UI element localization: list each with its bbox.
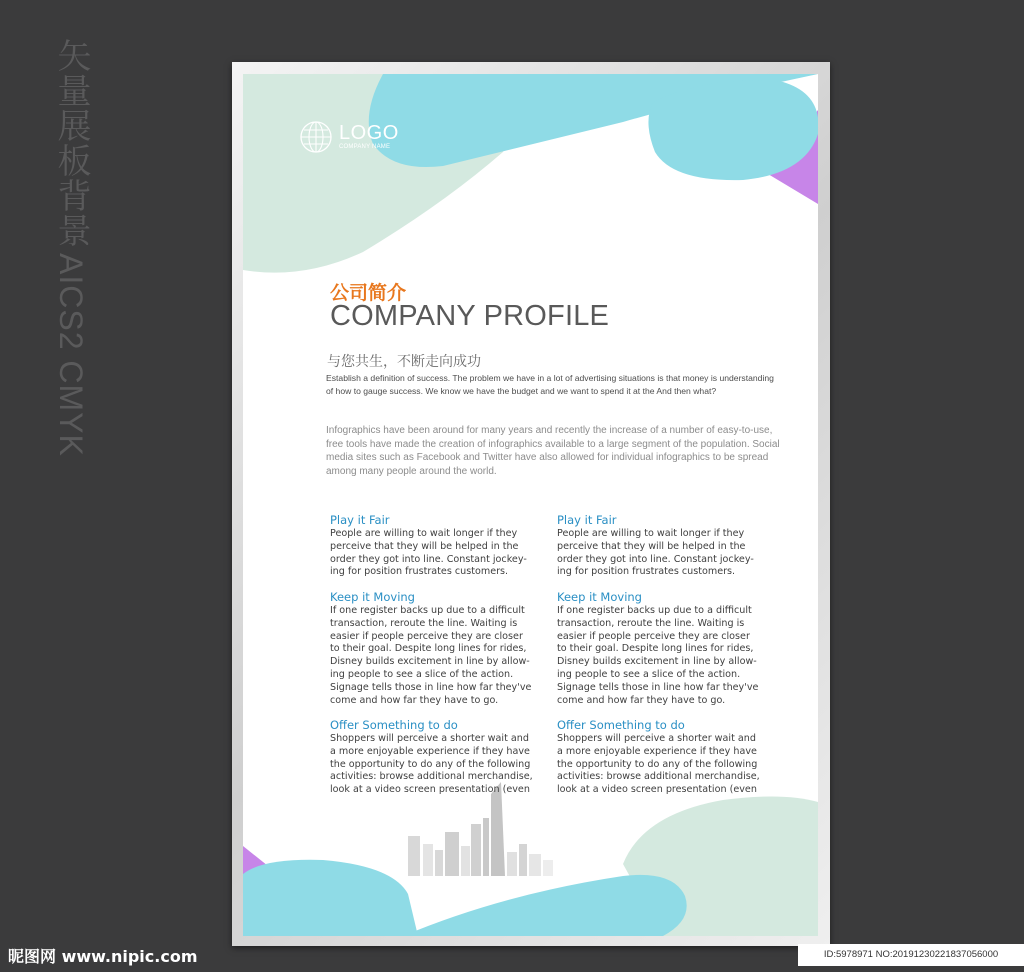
poster-frame: [232, 62, 830, 946]
section: [557, 512, 772, 579]
section-title: Play it Fair: [557, 513, 617, 527]
title-english: COMPANY PROFILE: [330, 300, 610, 332]
section-title: Play it Fair: [330, 513, 390, 527]
cyan-blob-bottom-left: [243, 860, 418, 936]
section-text: If one register backs up due to a difficult transaction, reroute the line. Waiting is easier if people perceive they are closer to their goal. Despite long lines for rides, Disney builds excitement in line by allow- ing people to see a slice of the action. Signage tells those in line how far they've come and how far they have to go.: [330, 605, 532, 706]
section: [330, 717, 545, 797]
section: [330, 589, 545, 707]
section-text: People are willing to wait longer if they perceive that they will be helped in the order they got into line. Constant jockey- ing for position frustrates customers.: [330, 528, 527, 578]
side-watermark-en: AICS2 CMYK: [53, 253, 89, 458]
section-title: Offer Something to do: [330, 718, 458, 732]
cyan-blob-bottom-right: [403, 875, 687, 936]
title-chinese: 公司简介: [330, 282, 407, 304]
site-watermark: 昵图网 www.nipic.com: [8, 947, 198, 966]
section-text: People are willing to wait longer if they perceive that they will be helped in the order they got into line. Constant jockey- ing for position frustrates customers.: [557, 528, 754, 578]
decorative-background: [243, 74, 818, 936]
section-text: Shoppers will perceive a shorter wait and a more enjoyable experience if they have the opportunity to do any of the following activities: browse additional merchandise, look at a video screen presentation (even: [557, 733, 760, 796]
side-watermark-cn: 矢量展板背景: [52, 38, 90, 248]
logo-text: LOGO: [339, 122, 399, 144]
section-title: Offer Something to do: [557, 718, 685, 732]
section-text: Shoppers will perceive a shorter wait and a more enjoyable experience if they have the opportunity to do any of the following activities: browse additional merchandise, look at a video screen presentation (even: [330, 733, 533, 796]
section-title: Keep it Moving: [330, 590, 415, 604]
section: [557, 717, 772, 797]
slogan: 与您共生，不断走向成功: [327, 354, 481, 370]
poster: [243, 74, 818, 936]
company-name-text: COMPANY NAME: [339, 144, 391, 150]
side-watermark: [52, 38, 90, 457]
intro-paragraph: Establish a definition of success. The problem we have in a lot of advertising situations is that money is understanding of how to gauge success. We know we have the budget and we want to spend it at the And then what?: [326, 373, 774, 396]
globe-icon: [299, 120, 333, 154]
section: [330, 512, 545, 579]
section-title: Keep it Moving: [557, 590, 642, 604]
company-logo: [299, 120, 399, 154]
body-paragraph: Infographics have been around for many years and recently the increase of a number of easy-to-use, free tools have made the creation of infographics available to a large segment of the population. Social media sites such as Facebook and Twitter have also allowed for individual infographics to be spread among many people around the world.: [326, 425, 780, 477]
section-text: If one register backs up due to a difficult transaction, reroute the line. Waiting is easier if people perceive they are closer to their goal. Despite long lines for rides, Disney builds excitement in line by allow- ing people to see a slice of the action. Signage tells those in line how far they've come and how far they have to go.: [557, 605, 759, 706]
section: [557, 589, 772, 707]
cyan-blob-right: [648, 80, 818, 180]
image-id-label: ID:5978971 NO:20191230221837056000: [798, 944, 1024, 966]
